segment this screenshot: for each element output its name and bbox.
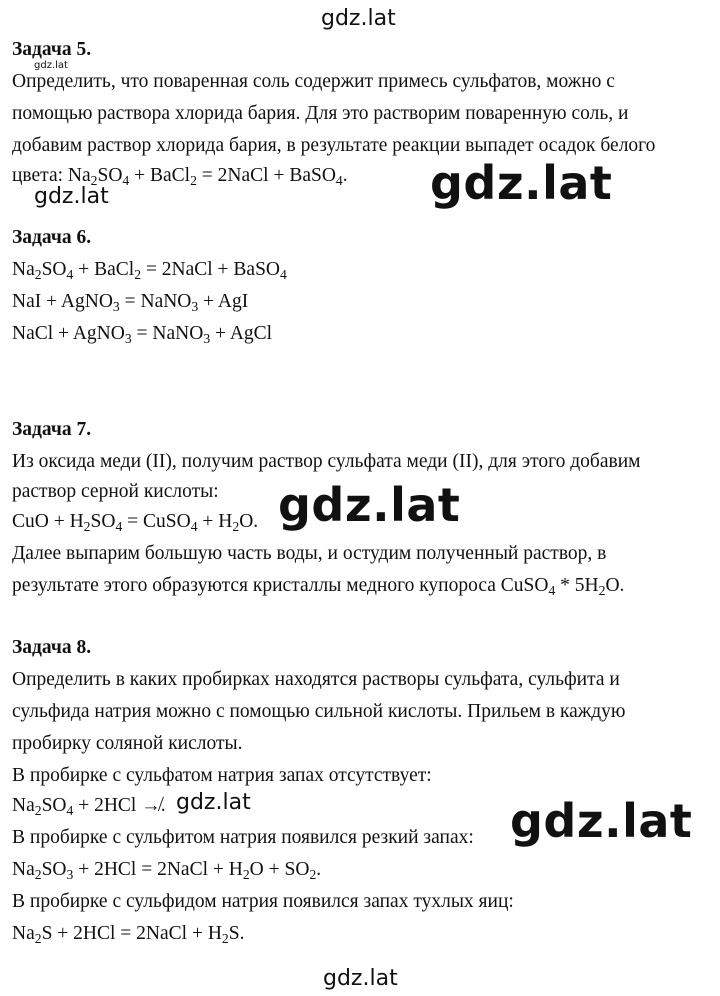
task8-equation-2: $Na_2SO_3 + 2HCl$ = 2NaCl + $H_2O + SO_2$. (12, 859, 322, 883)
task7-equation: CuO + $H_2SO_4$ = CuSO$_4$ + $H_2O$. (12, 511, 259, 535)
task6-equation-3: NaCl + AgNO$_3$ = NaNO$_3$ + AgCl (12, 323, 273, 347)
watermark-small-2: gdz.lat (176, 790, 251, 815)
task6-title: Задача 6. (12, 227, 92, 248)
task5-title: Задача 5. (12, 39, 92, 60)
watermark-big-2: gdz.lat (278, 478, 461, 532)
task5-paragraph-line-3: добавим раствор хлорида бария, в результате реакции выпадет осадок белого (12, 135, 656, 156)
task8-paragraph-line-3: пробирку соляной кислоты. (12, 733, 243, 754)
task7-paragraph-line-2: раствор серной кислоты: (12, 481, 219, 502)
task8-paragraph-line-2: сульфида натрия можно с помощью сильной кислоты. Прильем в каждую (12, 701, 626, 722)
task8-paragraph-line-6: В пробирке с сульфитом натрия появился резкий запах: (12, 827, 474, 848)
task5-equation: $Na_2SO_4$ + BaCl$_2$ = 2NaCl + BaSO$_4$. (67, 165, 348, 189)
task5-paragraph-line-4 (12, 164, 348, 188)
watermark-top: gdz.lat (321, 6, 396, 31)
watermark-big-1: gdz.lat (430, 156, 613, 210)
task6-equation-1: $Na_2SO_4$ + BaCl$_2$ = 2NaCl + BaSO$_4$ (12, 259, 287, 283)
watermark-big-3: gdz.lat (510, 794, 693, 848)
task7-title: Задача 7. (12, 419, 92, 440)
task8-paragraph-line-1: Определить в каких пробирках находятся растворы сульфата, сульфита и (12, 669, 620, 690)
task8-paragraph-line-8: В пробирке с сульфидом натрия появился запах тухлых яиц: (12, 891, 514, 912)
task8-equation-1: $Na_2SO_4 + 2HCl$ ↛. (12, 795, 166, 819)
watermark-bottom: gdz.lat (323, 966, 398, 991)
task8-paragraph-line-4: В пробирке с сульфатом натрия запах отсутствует: (12, 765, 432, 786)
task8-equation-3: $Na_2S + 2HCl$ = 2NaCl + $H_2S$. (12, 923, 245, 947)
task6-equation-2: NaI + AgNO$_3$ = NaNO$_3$ + AgI (12, 291, 249, 315)
task7-line5-prefix: результате этого образуются кристаллы медного купороса (12, 575, 501, 596)
task7-paragraph-line-5 (12, 574, 624, 598)
task5-line4-prefix: цвета: (12, 165, 68, 186)
watermark-tiny: gdz.lat (34, 60, 68, 71)
watermark-small-1: gdz.lat (34, 184, 109, 209)
task7-formula: CuSO$_4$ * $5H_2O$. (500, 575, 625, 599)
task7-paragraph-line-1: Из оксида меди (II), получим раствор сульфата меди (II), для этого добавим (12, 451, 641, 472)
task7-paragraph-line-4: Далее выпарим большую часть воды, и остудим полученный раствор, в (12, 543, 607, 564)
task5-paragraph-line-2: помощью раствора хлорида бария. Для это растворим поваренную соль, и (12, 103, 629, 124)
task5-paragraph-line-1: Определить, что поваренная соль содержит примесь сульфатов, можно с (12, 71, 615, 92)
task8-title: Задача 8. (12, 637, 92, 658)
